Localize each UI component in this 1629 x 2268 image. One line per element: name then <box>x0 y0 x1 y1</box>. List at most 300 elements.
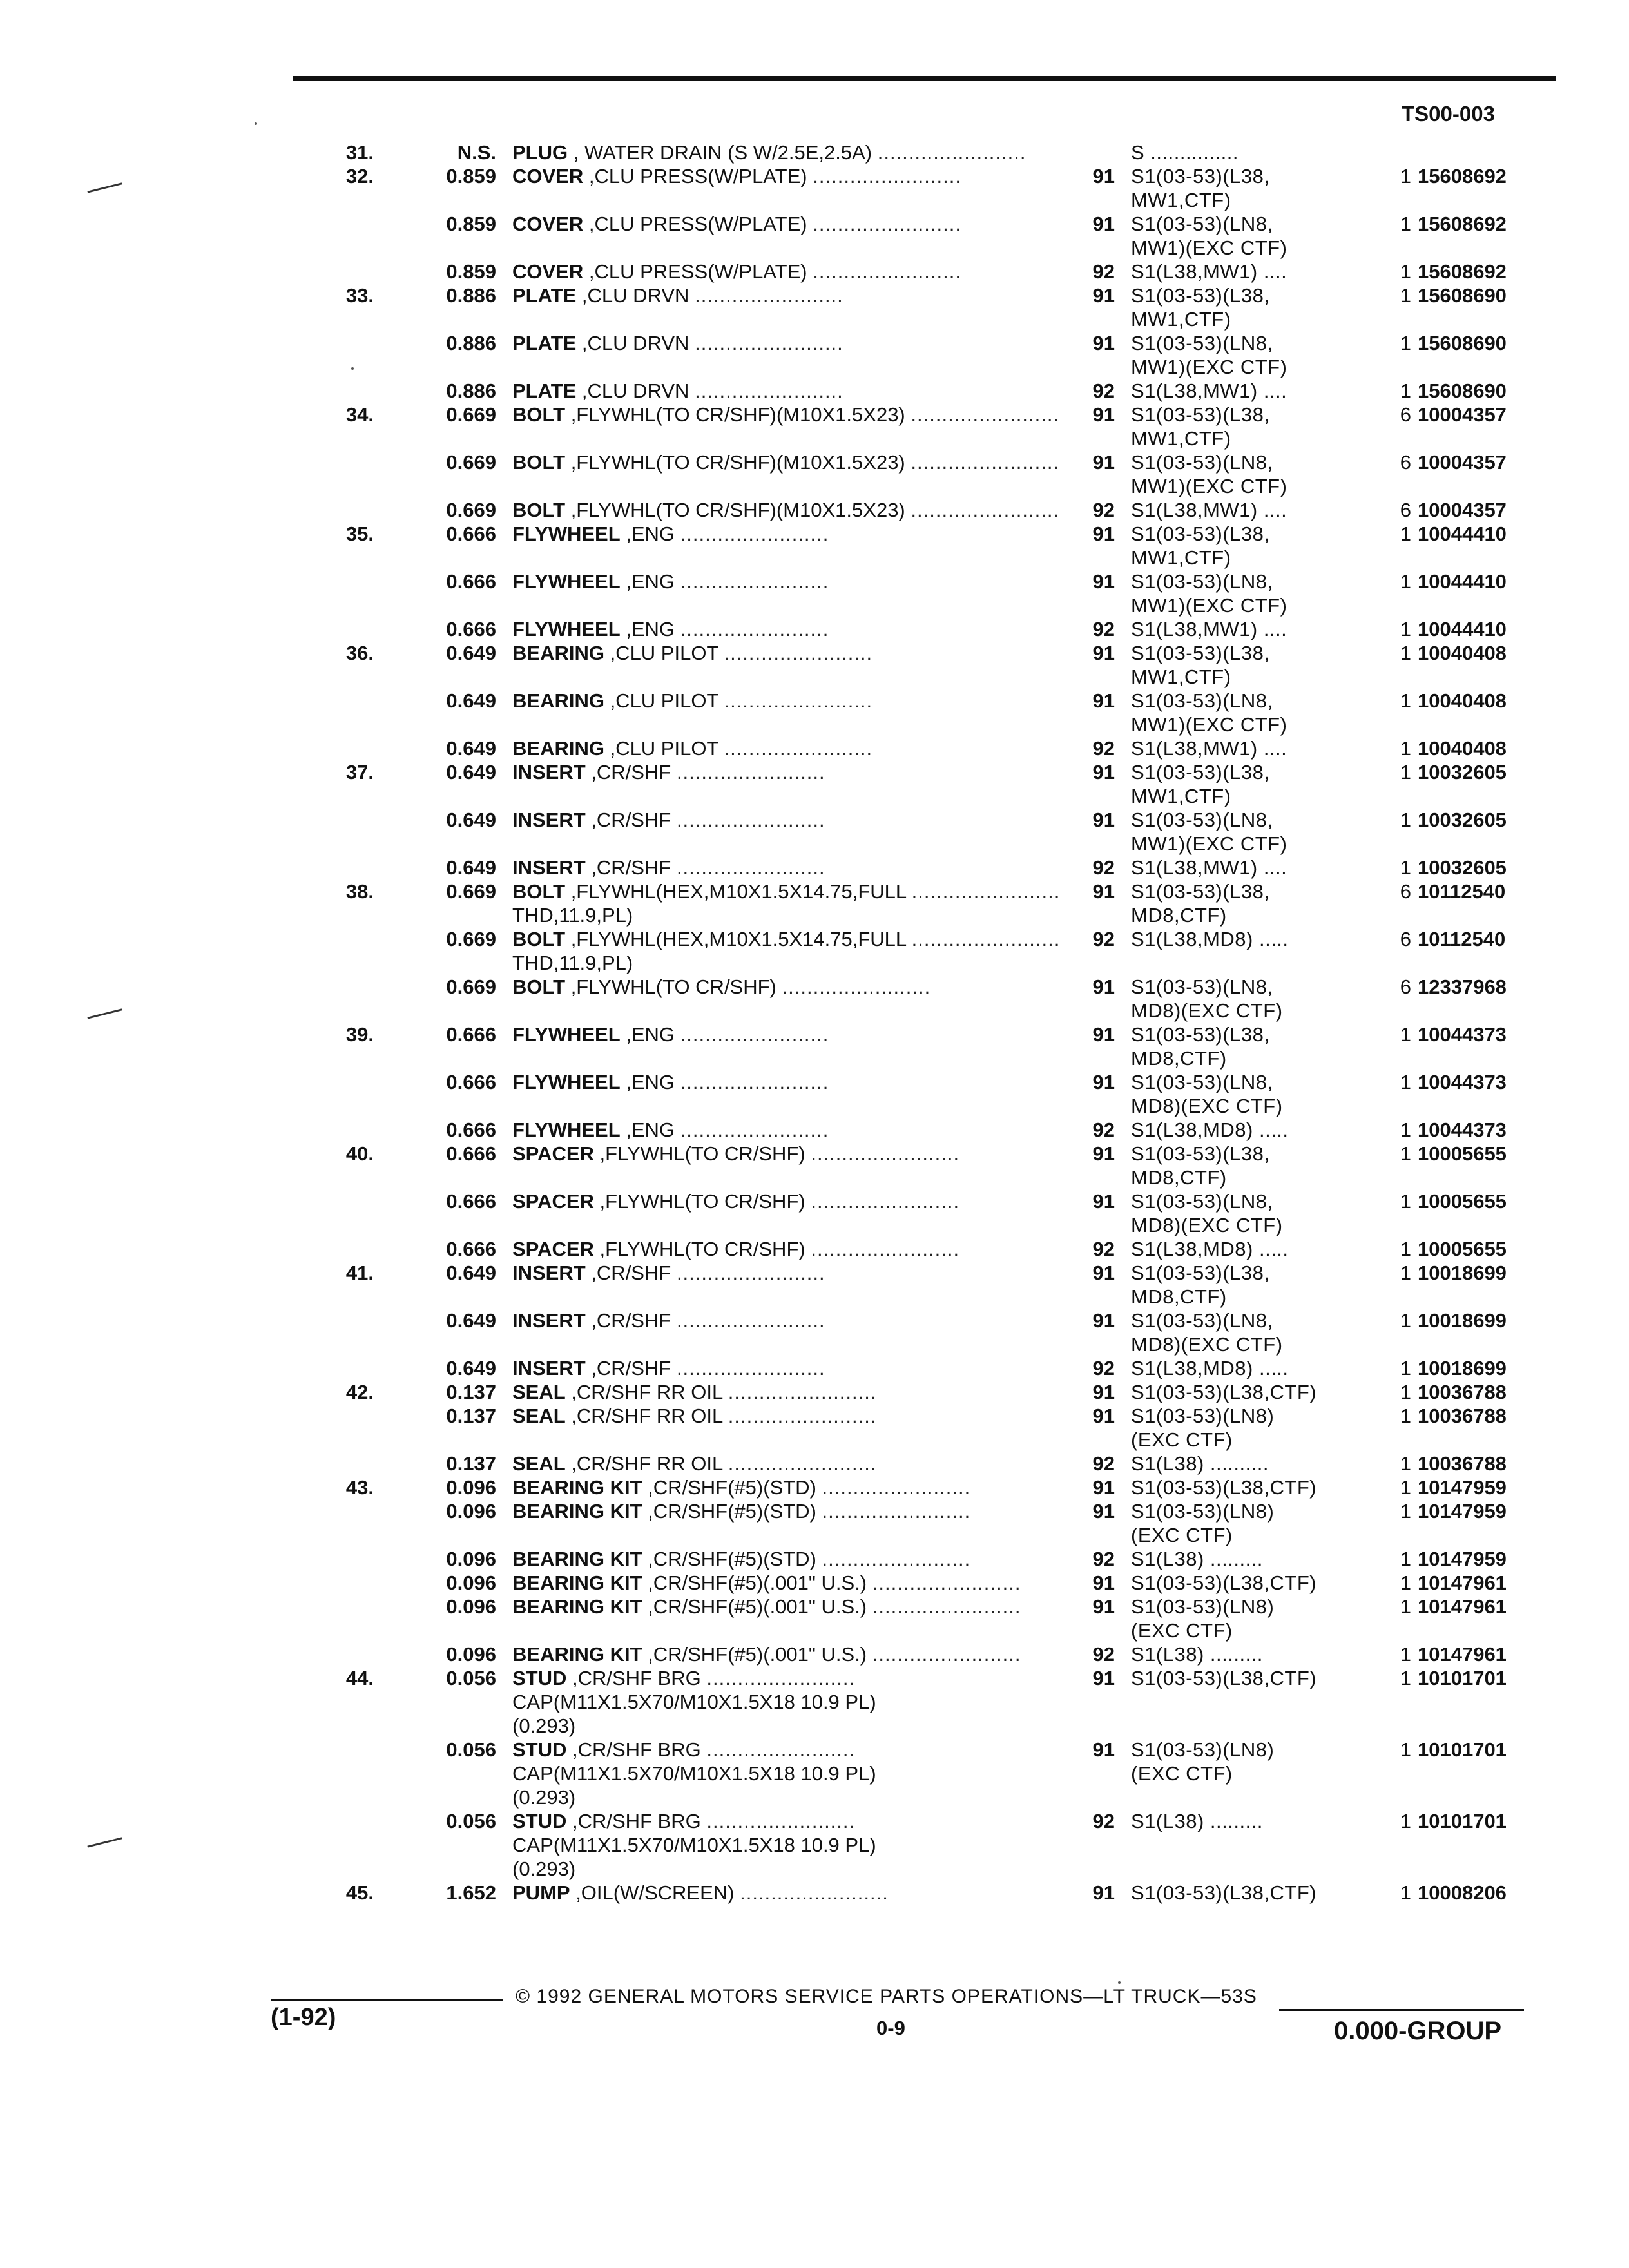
part-number: 10112540 <box>1418 928 1506 950</box>
part-name: BEARING KIT <box>512 1643 642 1666</box>
weight: 0.666 <box>446 1071 496 1093</box>
description <box>512 1857 1041 1881</box>
application: S1(03-53)(LN8) <box>1131 1595 1275 1618</box>
description <box>512 1571 1041 1595</box>
part-name: STUD <box>512 1667 567 1689</box>
description <box>512 260 1041 284</box>
part-detail: ,FLYWHL(TO CR/SHF) <box>593 1142 805 1165</box>
application: MD8)(EXC CTF) <box>1131 1214 1283 1236</box>
table-row <box>0 856 1629 879</box>
part-number: 10005655 <box>1418 1142 1507 1165</box>
leader-dots: ........................ <box>911 499 1060 521</box>
part-detail: ,FLYWHL(TO CR/SHF)(M10X1.5X23) <box>565 403 905 426</box>
parts-list <box>0 140 1629 1905</box>
weight: 0.649 <box>446 761 496 783</box>
part-detail: ,CLU DRVN <box>576 380 689 402</box>
leader-dots: ........................ <box>872 1643 1021 1666</box>
quantity: 1 <box>1400 1381 1411 1403</box>
table-row <box>0 212 1629 236</box>
description <box>512 1762 1041 1785</box>
weight: 0.669 <box>446 880 496 903</box>
part-detail: ,CR/SHF(#5)(.001" U.S.) <box>642 1571 867 1594</box>
leader-dots: ........................ <box>706 1667 856 1689</box>
part-number: 10040408 <box>1418 642 1507 664</box>
part-number: 10040408 <box>1418 737 1507 760</box>
table-row <box>0 1356 1629 1380</box>
table-row <box>0 808 1629 832</box>
table-row <box>0 1809 1629 1833</box>
part-detail: ,CR/SHF <box>585 809 671 831</box>
table-row <box>0 1142 1629 1166</box>
application: S1(L38) ......... <box>1131 1548 1263 1570</box>
leader-dots: ........................ <box>724 737 873 760</box>
weight: 0.649 <box>446 1262 496 1284</box>
table-row <box>0 975 1629 999</box>
model-year: 92 <box>1092 856 1115 879</box>
application: MD8,CTF) <box>1131 904 1227 927</box>
leader-dots: ........................ <box>728 1381 877 1403</box>
description <box>512 1666 1041 1690</box>
quantity: 6 <box>1400 928 1411 950</box>
table-row <box>0 1189 1629 1213</box>
part-detail: ,CLU PRESS(W/PLATE) <box>583 260 807 283</box>
weight: 0.096 <box>446 1571 496 1594</box>
leader-dots: ........................ <box>822 1500 971 1523</box>
table-row <box>0 1332 1629 1356</box>
part-name: BEARING KIT <box>512 1571 642 1594</box>
part-name: COVER <box>512 165 584 187</box>
quantity: 1 <box>1400 380 1411 402</box>
part-detail: (0.293) <box>512 1786 576 1809</box>
description <box>512 570 1041 593</box>
leader-dots: ........................ <box>811 1142 960 1165</box>
table-row <box>0 284 1629 307</box>
quantity: 1 <box>1400 1405 1411 1427</box>
weight: 0.669 <box>446 451 496 474</box>
table-row <box>0 1762 1629 1785</box>
application: MD8)(EXC CTF) <box>1131 1333 1283 1356</box>
table-row <box>0 1285 1629 1309</box>
quantity: 1 <box>1400 856 1411 879</box>
part-name: BEARING KIT <box>512 1500 642 1523</box>
part-name: INSERT <box>512 856 586 879</box>
description <box>512 1785 1041 1809</box>
description <box>512 1309 1041 1332</box>
weight: 0.137 <box>446 1452 496 1475</box>
application: MW1)(EXC CTF) <box>1131 594 1287 617</box>
table-row <box>0 713 1629 736</box>
application: S1(L38) ......... <box>1131 1810 1263 1832</box>
part-detail: ,CR/SHF RR OIL <box>565 1452 723 1475</box>
part-name: STUD <box>512 1810 567 1832</box>
application: S1(03-53)(LN8, <box>1131 1071 1273 1093</box>
part-detail: ,CLU PILOT <box>604 737 718 760</box>
quantity: 1 <box>1400 642 1411 664</box>
part-name: INSERT <box>512 761 586 783</box>
description <box>512 1380 1041 1404</box>
application: MW1)(EXC CTF) <box>1131 475 1287 497</box>
part-detail: ,CR/SHF(#5)(.001" U.S.) <box>642 1595 867 1618</box>
table-row <box>0 1547 1629 1571</box>
weight: 0.649 <box>446 689 496 712</box>
description <box>512 1404 1041 1428</box>
application: S1(03-53)(LN8, <box>1131 1190 1273 1213</box>
part-name: COVER <box>512 213 584 235</box>
model-year: 92 <box>1092 1810 1115 1832</box>
model-year: 91 <box>1092 403 1115 426</box>
application: S1(03-53)(L38, <box>1131 165 1270 187</box>
quantity: 1 <box>1400 523 1411 545</box>
quantity: 1 <box>1400 1262 1411 1284</box>
application: S1(03-53)(L38, <box>1131 1142 1270 1165</box>
part-number: 12337968 <box>1418 975 1507 998</box>
part-number: 10044373 <box>1418 1023 1507 1046</box>
model-year: 92 <box>1092 618 1115 640</box>
table-row <box>0 188 1629 212</box>
part-name: PLATE <box>512 380 577 402</box>
part-number: 10044373 <box>1418 1119 1507 1141</box>
table-row <box>0 1428 1629 1452</box>
quantity: 1 <box>1400 1738 1411 1761</box>
quantity: 1 <box>1400 1595 1411 1618</box>
table-row <box>0 1380 1629 1404</box>
description <box>512 498 1060 522</box>
application: S1(03-53)(L38, <box>1131 642 1270 664</box>
table-row <box>0 474 1629 498</box>
description <box>512 1475 1041 1499</box>
application: (EXC CTF) <box>1131 1428 1233 1451</box>
part-name: FLYWHEEL <box>512 1071 621 1093</box>
part-detail: ,CR/SHF RR OIL <box>565 1381 723 1403</box>
table-row <box>0 1237 1629 1261</box>
table-row <box>0 307 1629 331</box>
table-row <box>0 1833 1629 1857</box>
part-number: 10147959 <box>1418 1500 1507 1523</box>
weight: 0.669 <box>446 928 496 950</box>
model-year: 92 <box>1092 737 1115 760</box>
quantity: 1 <box>1400 737 1411 760</box>
footer-rule-left <box>271 1999 503 2001</box>
part-number: 10147959 <box>1418 1476 1507 1499</box>
table-row <box>0 1571 1629 1595</box>
part-detail: ,CLU PILOT <box>604 689 718 712</box>
table-row <box>0 260 1629 284</box>
leader-dots: ........................ <box>811 1190 960 1213</box>
quantity: 1 <box>1400 1238 1411 1260</box>
table-row <box>0 1261 1629 1285</box>
application: (EXC CTF) <box>1131 1762 1233 1785</box>
application: S1(03-53)(LN8, <box>1131 1309 1273 1332</box>
weight: 0.096 <box>446 1595 496 1618</box>
application: S1(L38,MD8) ..... <box>1131 1357 1289 1379</box>
quantity: 1 <box>1400 1309 1411 1332</box>
table-row <box>0 1046 1629 1070</box>
weight: 0.649 <box>446 642 496 664</box>
part-name: PLATE <box>512 284 577 307</box>
part-number: 10147959 <box>1418 1548 1507 1570</box>
part-name: BEARING KIT <box>512 1476 642 1499</box>
weight: 0.056 <box>446 1810 496 1832</box>
part-name: BEARING <box>512 689 604 712</box>
table-row <box>0 546 1629 570</box>
table-row <box>0 1881 1629 1905</box>
description <box>512 641 1041 665</box>
weight: 0.859 <box>446 213 496 235</box>
quantity: 1 <box>1400 1571 1411 1594</box>
part-name: SEAL <box>512 1381 566 1403</box>
table-row <box>0 570 1629 593</box>
weight: 0.669 <box>446 975 496 998</box>
application: S1(03-53)(L38,CTF) <box>1131 1881 1317 1904</box>
quantity: 6 <box>1400 880 1411 903</box>
ref-number: 41. <box>345 1262 374 1284</box>
application: MW1,CTF) <box>1131 189 1231 211</box>
model-year: 91 <box>1092 1262 1115 1284</box>
ref-number: 33. <box>345 284 374 307</box>
table-row <box>0 1452 1629 1475</box>
leader-dots: ........................ <box>877 141 1027 164</box>
part-number: 10004357 <box>1418 499 1507 521</box>
model-year: 91 <box>1092 880 1115 903</box>
description <box>512 1237 1041 1261</box>
leader-dots: ........................ <box>706 1810 856 1832</box>
part-detail: THD,11.9,PL) <box>512 904 633 927</box>
ref-number: 31. <box>345 141 374 164</box>
application: MD8,CTF) <box>1131 1047 1227 1070</box>
footer-rule-right <box>1279 2009 1524 2011</box>
ref-number: 39. <box>345 1023 374 1046</box>
leader-dots: ........................ <box>695 332 843 354</box>
part-name: SPACER <box>512 1142 594 1165</box>
application: S1(03-53)(LN8, <box>1131 689 1273 712</box>
quantity: 6 <box>1400 975 1411 998</box>
quantity: 1 <box>1400 260 1411 283</box>
part-name: SPACER <box>512 1238 594 1260</box>
part-name: PUMP <box>512 1881 570 1904</box>
part-detail: ,CR/SHF RR OIL <box>565 1405 723 1427</box>
description <box>512 1809 1041 1833</box>
part-detail: ,CR/SHF(#5)(.001" U.S.) <box>642 1643 867 1666</box>
part-name: INSERT <box>512 1309 586 1332</box>
part-number: 15608692 <box>1418 165 1507 187</box>
part-name: FLYWHEEL <box>512 570 621 593</box>
part-number: 10005655 <box>1418 1190 1507 1213</box>
table-row <box>0 1118 1629 1142</box>
quantity: 1 <box>1400 1190 1411 1213</box>
weight: 0.649 <box>446 856 496 879</box>
table-row <box>0 689 1629 713</box>
weight: 0.096 <box>446 1548 496 1570</box>
part-detail: ,ENG <box>620 1023 675 1046</box>
weight: 0.666 <box>446 1190 496 1213</box>
ref-number: 32. <box>345 165 374 187</box>
part-detail: CAP(M11X1.5X70/M10X1.5X18 10.9 PL) <box>512 1691 876 1713</box>
weight: 0.649 <box>446 809 496 831</box>
page-number: 0-9 <box>876 2017 905 2039</box>
model-year: 92 <box>1092 928 1115 950</box>
part-name: COVER <box>512 260 584 283</box>
scan-speck <box>255 122 257 125</box>
part-number: 10018699 <box>1418 1262 1507 1284</box>
part-number: 15608692 <box>1418 213 1507 235</box>
table-row <box>0 1213 1629 1237</box>
leader-dots: ........................ <box>680 570 829 593</box>
description <box>512 808 1041 832</box>
application: MW1,CTF) <box>1131 785 1231 807</box>
table-row <box>0 617 1629 641</box>
part-name: FLYWHEEL <box>512 1119 621 1141</box>
part-detail: ,ENG <box>620 523 675 545</box>
model-year: 92 <box>1092 260 1115 283</box>
leader-dots: ........................ <box>872 1571 1021 1594</box>
application: S1(L38,MW1) .... <box>1131 260 1287 283</box>
application: S1(L38,MW1) .... <box>1131 380 1287 402</box>
part-name: FLYWHEEL <box>512 1023 621 1046</box>
part-number: 10147961 <box>1418 1595 1507 1618</box>
part-name: BEARING <box>512 737 604 760</box>
part-number: 10036788 <box>1418 1405 1507 1427</box>
table-row <box>0 879 1629 903</box>
description <box>512 617 1041 641</box>
weight: 0.649 <box>446 1309 496 1332</box>
leader-dots: ........................ <box>680 1023 829 1046</box>
part-detail: ,CLU DRVN <box>576 332 689 354</box>
part-name: PLUG <box>512 141 568 164</box>
model-year: 91 <box>1092 1071 1115 1093</box>
quantity: 1 <box>1400 689 1411 712</box>
quantity: 1 <box>1400 165 1411 187</box>
edition-date: (1-92) <box>271 2004 336 2031</box>
quantity: 1 <box>1400 332 1411 354</box>
model-year: 92 <box>1092 1357 1115 1379</box>
part-name: BOLT <box>512 880 566 903</box>
leader-dots: ........................ <box>811 1238 960 1260</box>
description <box>512 951 1041 975</box>
part-number: 10032605 <box>1418 761 1507 783</box>
weight: 0.859 <box>446 165 496 187</box>
application: MD8)(EXC CTF) <box>1131 1095 1283 1117</box>
application: S1(03-53)(L38,CTF) <box>1131 1476 1317 1499</box>
part-name: FLYWHEEL <box>512 523 621 545</box>
part-detail: ,CR/SHF <box>585 1357 671 1379</box>
description <box>512 1881 1041 1905</box>
part-name: BOLT <box>512 451 566 474</box>
application: S1(03-53)(L38, <box>1131 1023 1270 1046</box>
part-detail: ,CLU PRESS(W/PLATE) <box>583 165 807 187</box>
model-year: 91 <box>1092 1667 1115 1689</box>
part-number: 15608692 <box>1418 260 1507 283</box>
table-row <box>0 403 1629 427</box>
quantity: 1 <box>1400 1810 1411 1832</box>
part-number: 10008206 <box>1418 1881 1507 1904</box>
table-row <box>0 1642 1629 1666</box>
description <box>512 379 1041 403</box>
part-detail: ,FLYWHL(HEX,M10X1.5X14.75,FULL <box>565 928 907 950</box>
part-detail: ,CR/SHF(#5)(STD) <box>642 1500 816 1523</box>
description <box>512 975 1041 999</box>
part-number: 10044373 <box>1418 1071 1507 1093</box>
part-number: 10044410 <box>1418 570 1507 593</box>
table-row <box>0 641 1629 665</box>
table-row <box>0 832 1629 856</box>
weight: 0.666 <box>446 1119 496 1141</box>
table-row <box>0 1690 1629 1714</box>
table-row <box>0 1023 1629 1046</box>
ref-number: 42. <box>345 1381 374 1403</box>
application: (EXC CTF) <box>1131 1524 1233 1546</box>
part-number: 10018699 <box>1418 1357 1507 1379</box>
part-detail: ,CR/SHF <box>585 1262 671 1284</box>
part-name: BEARING KIT <box>512 1548 642 1570</box>
application: S1(L38,MW1) .... <box>1131 737 1287 760</box>
application: MW1)(EXC CTF) <box>1131 356 1287 378</box>
application: S1(03-53)(LN8) <box>1131 1738 1275 1761</box>
table-row <box>0 736 1629 760</box>
ref-number: 34. <box>345 403 374 426</box>
leader-dots: ........................ <box>695 380 843 402</box>
model-year: 92 <box>1092 380 1115 402</box>
description <box>512 1070 1041 1094</box>
part-detail: ,FLYWHL(TO CR/SHF) <box>593 1238 805 1260</box>
table-row <box>0 1475 1629 1499</box>
part-detail: CAP(M11X1.5X70/M10X1.5X18 10.9 PL) <box>512 1762 876 1785</box>
leader-dots: ........................ <box>680 1071 829 1093</box>
application: S ............... <box>1131 141 1239 164</box>
model-year: 91 <box>1092 689 1115 712</box>
weight: 0.649 <box>446 737 496 760</box>
model-year: 91 <box>1092 1381 1115 1403</box>
table-row <box>0 1738 1629 1762</box>
part-name: BOLT <box>512 403 566 426</box>
leader-dots: ........................ <box>782 975 931 998</box>
model-year: 91 <box>1092 1881 1115 1904</box>
part-name: PLATE <box>512 332 577 354</box>
part-name: FLYWHEEL <box>512 618 621 640</box>
leader-dots: ........................ <box>676 761 825 783</box>
part-number: 10036788 <box>1418 1381 1507 1403</box>
part-detail: , WATER DRAIN (S W/2.5E,2.5A) <box>568 141 872 164</box>
part-detail: ,CR/SHF(#5)(STD) <box>642 1476 816 1499</box>
application: S1(03-53)(LN8, <box>1131 570 1273 593</box>
part-detail: ,CR/SHF BRG <box>566 1667 701 1689</box>
application: S1(03-53)(LN8, <box>1131 213 1273 235</box>
part-number: 10101701 <box>1418 1738 1507 1761</box>
table-row <box>0 427 1629 450</box>
weight: 0.669 <box>446 403 496 426</box>
part-name: STUD <box>512 1738 567 1761</box>
part-detail: ,OIL(W/SCREEN) <box>570 1881 735 1904</box>
model-year: 91 <box>1092 1571 1115 1594</box>
application: S1(L38,MD8) ..... <box>1131 1238 1289 1260</box>
quantity: 1 <box>1400 1357 1411 1379</box>
leader-dots: ........................ <box>911 451 1060 474</box>
weight: 0.859 <box>446 260 496 283</box>
leader-dots: ........................ <box>695 284 843 307</box>
top-rule <box>293 76 1556 81</box>
part-name: INSERT <box>512 1357 586 1379</box>
description <box>512 331 1041 355</box>
leader-dots: ........................ <box>706 1738 856 1761</box>
quantity: 1 <box>1400 1142 1411 1165</box>
model-year: 91 <box>1092 1023 1115 1046</box>
part-number: 15608690 <box>1418 380 1507 402</box>
ref-number: 44. <box>345 1667 374 1689</box>
part-number: 10044410 <box>1418 523 1507 545</box>
application: MW1)(EXC CTF) <box>1131 713 1287 736</box>
part-name: BOLT <box>512 928 566 950</box>
part-detail: ,CR/SHF(#5)(STD) <box>642 1548 816 1570</box>
model-year: 91 <box>1092 165 1115 187</box>
